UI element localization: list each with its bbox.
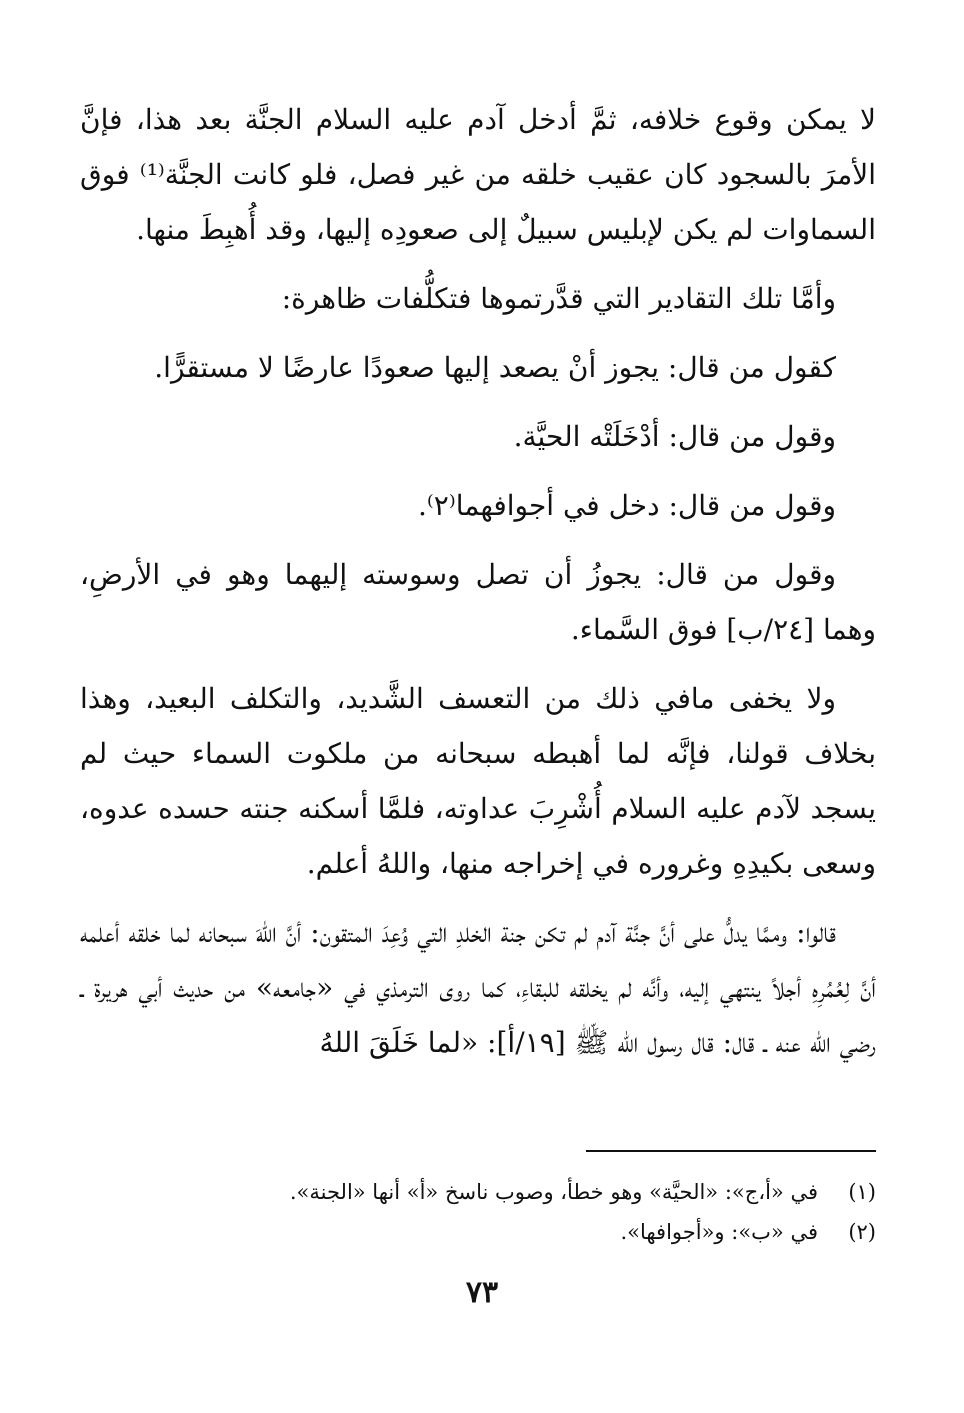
footnote-divider: [586, 1150, 876, 1152]
footnote-text: في «أ،ج»: «الحيَّة» وهو خطأ، وصوب ناسخ «أ» أنها «الجنة».: [289, 1180, 818, 1204]
main-text: [80, 92, 876, 1084]
footnote-number: (١): [848, 1180, 876, 1204]
paragraph-4: وقول من قال: أدْخَلَتْه الحيَّة.: [513, 420, 836, 453]
paragraph-2: وأمَّا تلك التقادير التي قدَّرتموها فتكلُّفات ظاهرة:: [281, 282, 836, 315]
paragraph-1: لا يمكن وقوع خلافه، ثمَّ أدخل آدم عليه السلام الجنَّة بعد هذا، فإنَّ الأمرَ بالسجود كان عقيب خلقه من غير فصل، فلو كانت الجنَّة⁽¹⁾ فوق السماوات لم يكن لإبليس سبيلٌ إلى صعودِه إليها، وقد أُهبِطَ منها.: [80, 103, 876, 246]
paragraph-8: قالوا: وممَّا يدلُّ على أنَّ جنَّة آدم لم تكن جنة الخلدِ التي وُعِدَ المتقون: أنَّ اللهَ سبحانه لما خلقه أعلمه أنَّ لِعُمُرِهِ أجلاً ينتهي إليه، وأنَّه لم يخلقه للبقاءِ، كما روى الترمذي في «جامعه» من حديث أبي هريرة ـ رضي الله عنه ـ قال: قال رسول الله ﷺ [١٩/أ]: «لما خَلَقَ اللهُ: [80, 916, 876, 1059]
footnote-number: (٢): [848, 1220, 876, 1244]
page-number: ٧٣: [465, 1275, 499, 1310]
footnotes: [80, 1172, 876, 1252]
paragraph-7: ولا يخفى مافي ذلك من التعسف الشَّديد، والتكلف البعيد، وهذا بخلاف قولنا، فإنَّه لما أهبطه سبحانه من ملكوت السماء حيث لم يسجد لآدم عليه السلام أُشْرِبَ عداوته، فلمَّا أسكنه جنته حسده عدوه، وسعى بكيدِهِ وغروره في إخراجه منها، واللهُ أعلم.: [80, 682, 876, 880]
footnote-text: في «ب»: و«أجوافها».: [620, 1220, 818, 1244]
footnote-1: [80, 1172, 876, 1212]
paragraph-3: كقول من قال: يجوز أنْ يصعد إليها صعودًا عارضًا لا مستقرًّا.: [154, 351, 836, 384]
footnote-2: [80, 1212, 876, 1252]
paragraph-5: وقول من قال: دخل في أجوافهما⁽٢⁾.: [418, 489, 836, 522]
paragraph-6: وقول من قال: يجوزُ أن تصل وسوسته إليهما وهو في الأرضِ، وهما [٢٤/ب] فوق السَّماء.: [80, 558, 876, 646]
